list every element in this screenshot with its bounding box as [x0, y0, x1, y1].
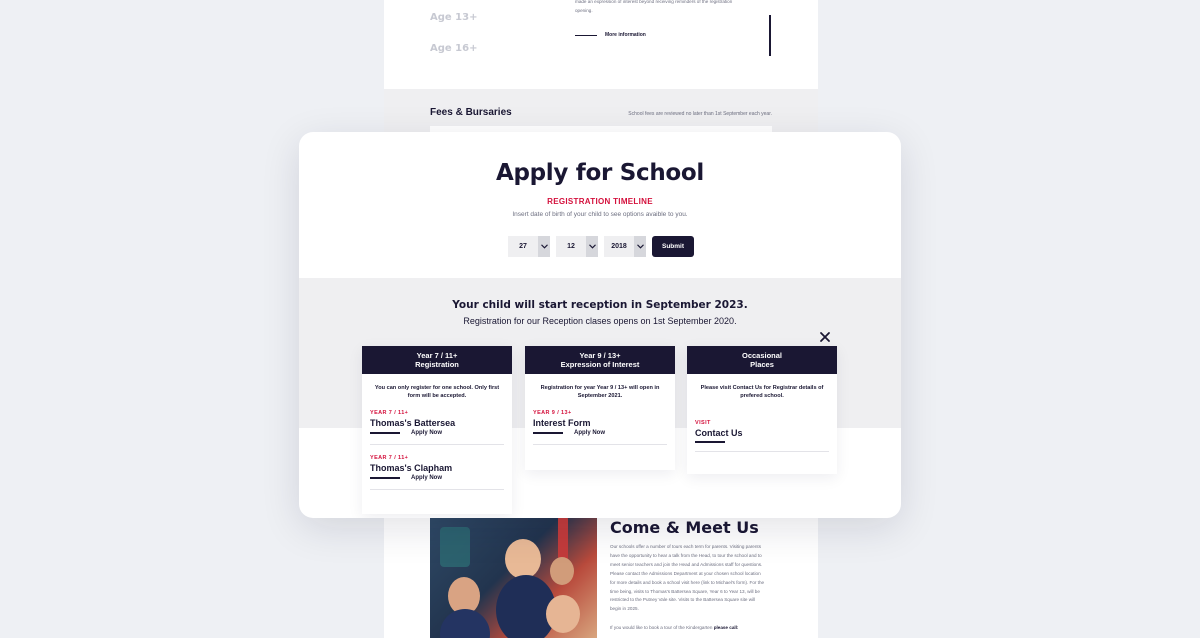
card-year7-registration	[362, 346, 512, 514]
registration-description: made an expression of interest beyond receiving reminders of the registration opening.	[575, 0, 733, 13]
modal-title: Apply for School	[495, 160, 705, 186]
link-underline	[575, 35, 597, 36]
entry-name: Interest Form	[533, 418, 591, 428]
card-year9-interest	[525, 346, 675, 470]
card-header	[525, 346, 675, 374]
card-header-line2: Places	[750, 360, 774, 369]
link-underline	[370, 477, 400, 479]
link-underline	[370, 432, 400, 434]
card-header-line2: Expression of Interest	[560, 360, 640, 369]
dob-instruction: Insert date of birth of your child to see options avaible to you.	[512, 211, 688, 218]
fees-note: School fees are reviewed no later than 1st September each year.	[628, 111, 772, 117]
dob-year-value: 2018	[611, 243, 627, 250]
entry-tag: YEAR 9 / 13+	[533, 410, 572, 416]
entry-tag: YEAR 7 / 11+	[370, 410, 409, 416]
entry-name: Thomas's Battersea	[370, 418, 456, 428]
age-tab-13[interactable]: Age 13+	[430, 12, 478, 23]
card-occasional-places	[687, 346, 837, 474]
meet-us-title: Come & Meet Us	[610, 518, 759, 537]
card-entry	[695, 400, 829, 452]
card-note: Please visit Contact Us for Registrar details of prefered school.	[700, 385, 824, 399]
dob-day-select[interactable]	[508, 236, 550, 257]
meet-us-cta-bold: please call:	[713, 625, 739, 630]
card-header-line2: Registration	[415, 360, 459, 369]
link-underline	[533, 432, 563, 434]
more-information-label: More information	[605, 32, 646, 38]
card-header	[362, 346, 512, 374]
registration-timeline-label: REGISTRATION TIMELINE	[547, 197, 653, 206]
card-entry	[370, 400, 504, 445]
submit-button[interactable]: Submit	[652, 236, 694, 257]
fees-title: Fees & Bursaries	[430, 107, 512, 118]
dob-day-value: 27	[519, 243, 527, 250]
meet-us-text: Our schools offer a number of tours each term for parents. Visiting parents have the opportunity to hear a talk from the Head, to tour the school and to meet senior teachers and join the Head and Admissions staff for questions. Please contact the Admissions Department at your chosen school location for more details and book a school visit here (link to Michael's form). For the time being, visits to Thomas's Battersea Square, Year 6 to Year 13, will be restricted to the Putney Vale site. Visits to the Battersea Square site will begin in 2025.	[610, 544, 765, 612]
card-entry	[370, 445, 504, 490]
entry-name: Thomas's Clapham	[370, 463, 453, 473]
apply-now-label: Apply Now	[574, 430, 605, 436]
apply-now-label: Apply Now	[411, 430, 442, 436]
card-header-line1: Year 7 / 11+	[416, 350, 458, 360]
card-header-line1: Year 9 / 13+	[579, 350, 621, 360]
dob-month-select[interactable]	[556, 236, 598, 257]
meet-us-cta	[610, 625, 770, 630]
contact-us-link[interactable]: Contact Us	[695, 428, 743, 438]
apply-now-link[interactable]	[370, 430, 504, 436]
children-photo	[430, 517, 597, 638]
card-note: Registration for year Year 9 / 13+ will open in September 2021.	[540, 385, 660, 399]
chevron-down-icon	[538, 236, 550, 257]
scrollbar[interactable]	[769, 15, 771, 56]
apply-for-school-modal	[299, 132, 901, 518]
more-information-link[interactable]	[575, 32, 646, 38]
close-icon[interactable]	[819, 330, 831, 342]
apply-now-link[interactable]	[533, 430, 667, 436]
chevron-down-icon	[634, 236, 646, 257]
apply-now-label: Apply Now	[411, 475, 442, 481]
start-message: Your child will start reception in September 2023.	[452, 299, 748, 311]
entry-tag: VISIT	[695, 420, 711, 426]
card-entry	[533, 400, 667, 445]
dob-month-value: 12	[567, 243, 575, 250]
entry-tag: YEAR 7 / 11+	[370, 455, 409, 461]
link-underline	[695, 441, 725, 443]
registration-message: Registration for our Reception clases opens on 1st September 2020.	[463, 316, 737, 326]
card-header-line1: Occasional	[741, 350, 783, 360]
card-header	[687, 346, 837, 374]
meet-us-cta-text: If you would like to book a tour of the Kindergarten	[610, 625, 713, 630]
age-tab-16[interactable]: Age 16+	[430, 43, 478, 54]
chevron-down-icon	[586, 236, 598, 257]
apply-now-link[interactable]	[370, 475, 504, 481]
dob-year-select[interactable]	[604, 236, 646, 257]
card-note: You can only register for one school. Only first form will be accepted.	[374, 385, 500, 399]
